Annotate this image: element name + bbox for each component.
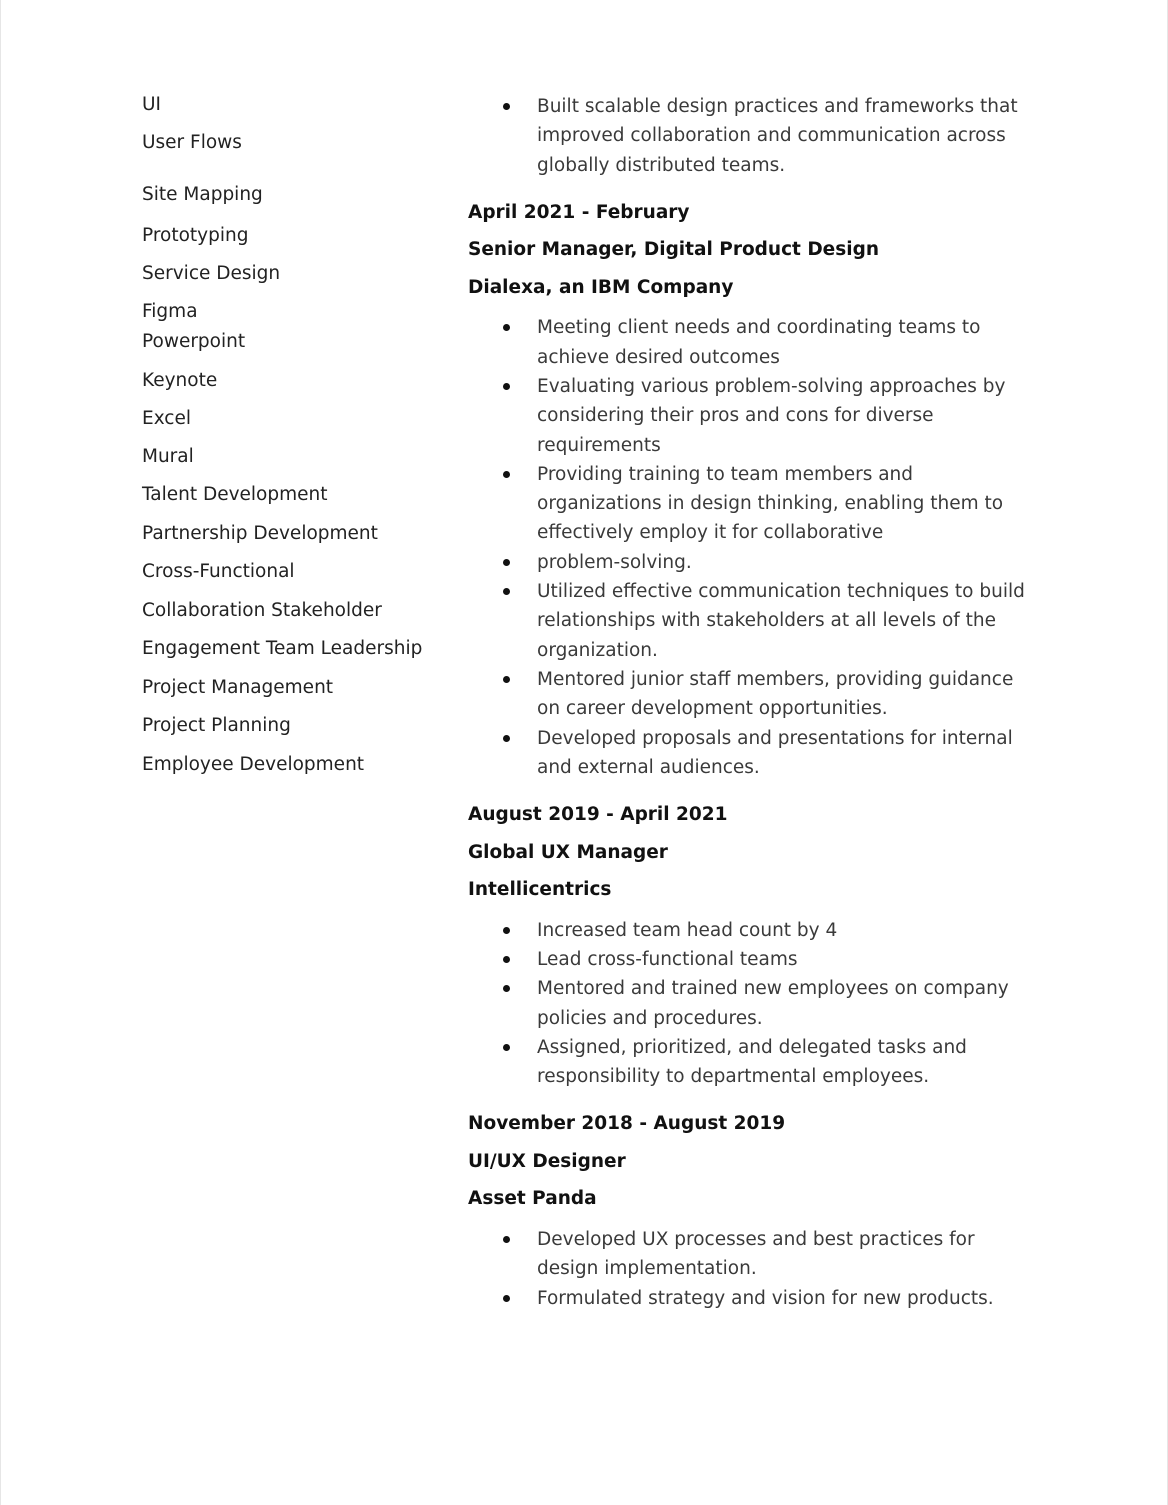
bullet-item: Formulated strategy and vision for new products. bbox=[468, 1284, 1037, 1313]
skill-item: Mural bbox=[142, 446, 194, 467]
skill-item: Site Mapping bbox=[142, 184, 263, 205]
job-title: Senior Manager, Digital Product Design bbox=[468, 239, 879, 261]
bullet-item: Increased team head count by 4 bbox=[468, 916, 1037, 945]
skill-item: Collaboration Stakeholder bbox=[142, 600, 382, 621]
bullet-item: Meeting client needs and coordinating teams to achieve desired outcomes bbox=[468, 313, 1037, 372]
skill-item: Excel bbox=[142, 408, 192, 429]
skill-item: User Flows bbox=[142, 132, 242, 153]
job-title: UI/UX Designer bbox=[468, 1150, 626, 1172]
bullet-dot bbox=[503, 383, 510, 390]
job-entry bbox=[468, 796, 1048, 1091]
bullet-dot bbox=[503, 985, 510, 992]
job-entry bbox=[468, 194, 1048, 782]
job-dates: November 2018 - August 2019 bbox=[468, 1113, 786, 1135]
skill-item: Cross-Functional bbox=[142, 561, 295, 582]
bullet-item: Developed UX processes and best practices for design implementation. bbox=[468, 1225, 1037, 1284]
bullet-item: Evaluating various problem-solving approaches by considering their pros and cons for diverse requirements bbox=[468, 372, 1037, 460]
skill-item: UI bbox=[142, 94, 161, 115]
bullet-dot bbox=[503, 588, 510, 595]
bullet-dot bbox=[503, 676, 510, 683]
bullet-dot bbox=[503, 471, 510, 478]
bullet-dot bbox=[503, 1044, 510, 1051]
experience-column bbox=[468, 92, 1048, 1313]
bullet-dot bbox=[503, 735, 510, 742]
job-bullet-list bbox=[468, 313, 1048, 782]
bullet-item: problem-solving. bbox=[468, 548, 1037, 577]
bullet-dot bbox=[503, 927, 510, 934]
job-company: Intellicentrics bbox=[468, 879, 612, 901]
skill-item: Powerpoint bbox=[142, 331, 246, 352]
bullet-dot bbox=[503, 1236, 510, 1243]
skill-item: Project Management bbox=[142, 677, 334, 698]
skill-item: Employee Development bbox=[142, 754, 365, 775]
intro-bullet-list bbox=[468, 92, 1048, 180]
job-company: Asset Panda bbox=[468, 1188, 597, 1210]
bullet-dot bbox=[503, 1295, 510, 1302]
bullet-item: Utilized effective communication techniques to build relationships with stakeholders at all levels of the organization. bbox=[468, 577, 1037, 665]
bullet-item: Mentored junior staff members, providing guidance on career development opportunities. bbox=[468, 665, 1037, 724]
bullet-item: Mentored and trained new employees on company policies and procedures. bbox=[468, 974, 1037, 1033]
skill-item: Project Planning bbox=[142, 715, 291, 736]
bullet-item: Assigned, prioritized, and delegated tasks and responsibility to departmental employees. bbox=[468, 1033, 1037, 1092]
bullet-dot bbox=[503, 103, 510, 110]
bullet-dot bbox=[503, 324, 510, 331]
bullet-item: Built scalable design practices and frameworks that improved collaboration and communication across globally distributed teams. bbox=[468, 92, 1037, 180]
job-bullet-list bbox=[468, 1225, 1048, 1313]
bullet-item: Developed proposals and presentations for internal and external audiences. bbox=[468, 724, 1037, 783]
job-dates: April 2021 - February bbox=[468, 201, 690, 223]
skill-item: Figma bbox=[142, 301, 198, 322]
bullet-dot bbox=[503, 956, 510, 963]
bullet-item: Providing training to team members and organizations in design thinking, enabling them to effectively employ it for collaborative bbox=[468, 460, 1037, 548]
skill-item: Keynote bbox=[142, 370, 218, 391]
skill-item: Service Design bbox=[142, 263, 281, 284]
job-dates: August 2019 - April 2021 bbox=[468, 804, 728, 826]
job-bullet-list bbox=[468, 916, 1048, 1092]
skill-item: Talent Development bbox=[142, 484, 328, 505]
job-title: Global UX Manager bbox=[468, 841, 668, 863]
skill-item: Prototyping bbox=[142, 225, 249, 246]
job-entry bbox=[468, 1105, 1048, 1312]
skill-item: Engagement Team Leadership bbox=[142, 638, 423, 659]
job-company: Dialexa, an IBM Company bbox=[468, 276, 734, 298]
skill-item: Partnership Development bbox=[142, 523, 378, 544]
bullet-dot bbox=[503, 559, 510, 566]
bullet-item: Lead cross-functional teams bbox=[468, 945, 1037, 974]
